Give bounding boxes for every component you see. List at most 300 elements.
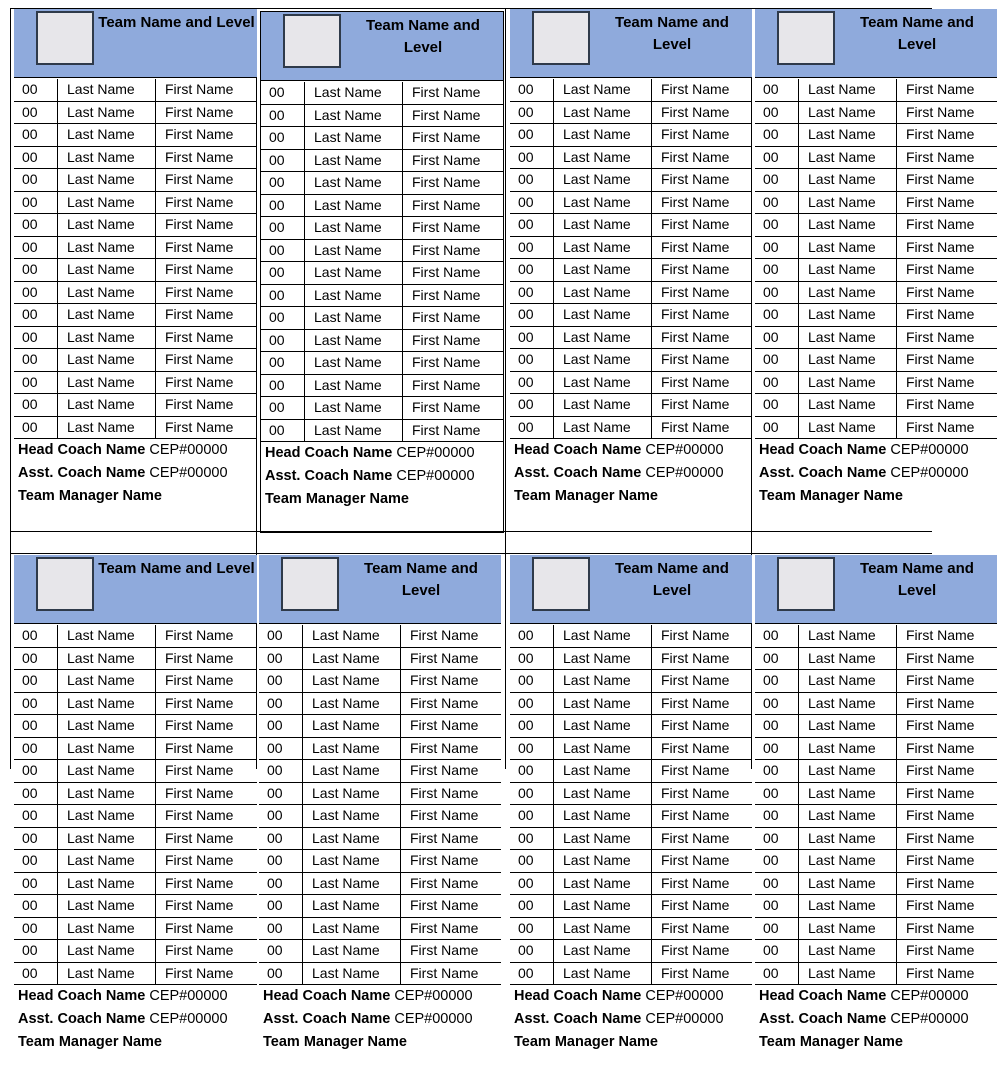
- player-last-name[interactable]: Last Name: [808, 193, 876, 210]
- player-number[interactable]: 00: [763, 649, 779, 666]
- player-number[interactable]: 00: [22, 627, 38, 643]
- player-first-name[interactable]: First Name: [661, 171, 730, 187]
- player-number[interactable]: 00: [763, 283, 779, 300]
- player-number[interactable]: 00: [518, 261, 534, 277]
- player-number[interactable]: 00: [267, 964, 283, 981]
- player-last-name[interactable]: Last Name: [563, 103, 631, 120]
- player-number[interactable]: 00: [269, 331, 285, 348]
- player-number[interactable]: 00: [269, 196, 285, 213]
- player-last-name[interactable]: Last Name: [808, 874, 876, 891]
- player-last-name[interactable]: Last Name: [808, 261, 876, 277]
- player-number[interactable]: 00: [22, 373, 38, 390]
- player-first-name[interactable]: First Name: [412, 151, 481, 168]
- player-last-name[interactable]: Last Name: [563, 829, 631, 846]
- player-number[interactable]: 00: [763, 373, 779, 390]
- player-number[interactable]: 00: [763, 694, 779, 711]
- player-number[interactable]: 00: [267, 829, 283, 846]
- player-number[interactable]: 00: [267, 919, 283, 936]
- player-first-name[interactable]: First Name: [165, 238, 234, 255]
- player-last-name[interactable]: Last Name: [67, 964, 135, 981]
- player-last-name[interactable]: Last Name: [808, 396, 876, 412]
- player-first-name[interactable]: First Name: [661, 919, 730, 936]
- player-first-name[interactable]: First Name: [165, 784, 234, 801]
- player-last-name[interactable]: Last Name: [67, 627, 135, 643]
- player-first-name[interactable]: First Name: [412, 129, 481, 145]
- player-number[interactable]: 00: [267, 762, 283, 778]
- player-first-name[interactable]: First Name: [661, 396, 730, 412]
- player-number[interactable]: 00: [518, 193, 534, 210]
- player-last-name[interactable]: Last Name: [563, 216, 631, 232]
- player-last-name[interactable]: Last Name: [67, 81, 135, 97]
- player-first-name[interactable]: First Name: [906, 649, 975, 666]
- player-first-name[interactable]: First Name: [165, 373, 234, 390]
- player-first-name[interactable]: First Name: [661, 672, 730, 688]
- player-last-name[interactable]: Last Name: [314, 241, 382, 258]
- team-logo-placeholder[interactable]: [777, 557, 835, 611]
- player-first-name[interactable]: First Name: [906, 81, 975, 97]
- player-first-name[interactable]: First Name: [661, 852, 730, 868]
- player-first-name[interactable]: First Name: [165, 694, 234, 711]
- player-number[interactable]: 00: [269, 286, 285, 303]
- player-last-name[interactable]: Last Name: [808, 717, 876, 733]
- player-last-name[interactable]: Last Name: [808, 306, 876, 322]
- player-first-name[interactable]: First Name: [410, 964, 479, 981]
- player-last-name[interactable]: Last Name: [314, 151, 382, 168]
- player-last-name[interactable]: Last Name: [563, 649, 631, 666]
- player-last-name[interactable]: Last Name: [563, 627, 631, 643]
- player-first-name[interactable]: First Name: [412, 376, 481, 393]
- player-last-name[interactable]: Last Name: [312, 897, 380, 913]
- player-last-name[interactable]: Last Name: [563, 193, 631, 210]
- player-first-name[interactable]: First Name: [165, 261, 234, 277]
- player-number[interactable]: 00: [22, 897, 38, 913]
- player-first-name[interactable]: First Name: [906, 784, 975, 801]
- player-last-name[interactable]: Last Name: [808, 807, 876, 823]
- player-number[interactable]: 00: [22, 216, 38, 232]
- player-number[interactable]: 00: [22, 126, 38, 142]
- player-last-name[interactable]: Last Name: [808, 784, 876, 801]
- player-first-name[interactable]: First Name: [661, 829, 730, 846]
- player-first-name[interactable]: First Name: [661, 762, 730, 778]
- player-first-name[interactable]: First Name: [412, 241, 481, 258]
- player-number[interactable]: 00: [518, 829, 534, 846]
- player-first-name[interactable]: First Name: [412, 354, 481, 370]
- player-first-name[interactable]: First Name: [165, 897, 234, 913]
- player-number[interactable]: 00: [763, 739, 779, 756]
- player-last-name[interactable]: Last Name: [67, 874, 135, 891]
- player-last-name[interactable]: Last Name: [808, 373, 876, 390]
- player-last-name[interactable]: Last Name: [314, 174, 382, 190]
- player-number[interactable]: 00: [763, 328, 779, 345]
- player-number[interactable]: 00: [518, 897, 534, 913]
- player-last-name[interactable]: Last Name: [314, 196, 382, 213]
- player-number[interactable]: 00: [763, 216, 779, 232]
- player-first-name[interactable]: First Name: [906, 807, 975, 823]
- player-last-name[interactable]: Last Name: [808, 762, 876, 778]
- player-number[interactable]: 00: [518, 418, 534, 435]
- player-last-name[interactable]: Last Name: [67, 942, 135, 958]
- player-number[interactable]: 00: [269, 421, 285, 438]
- player-last-name[interactable]: Last Name: [312, 919, 380, 936]
- player-last-name[interactable]: Last Name: [314, 84, 382, 100]
- player-last-name[interactable]: Last Name: [312, 852, 380, 868]
- player-last-name[interactable]: Last Name: [314, 354, 382, 370]
- player-last-name[interactable]: Last Name: [563, 126, 631, 142]
- team-logo-placeholder[interactable]: [532, 11, 590, 65]
- player-number[interactable]: 00: [763, 897, 779, 913]
- player-number[interactable]: 00: [22, 739, 38, 756]
- player-first-name[interactable]: First Name: [906, 762, 975, 778]
- player-last-name[interactable]: Last Name: [563, 694, 631, 711]
- player-first-name[interactable]: First Name: [165, 739, 234, 756]
- player-number[interactable]: 00: [518, 919, 534, 936]
- player-number[interactable]: 00: [269, 219, 285, 235]
- player-last-name[interactable]: Last Name: [808, 81, 876, 97]
- player-last-name[interactable]: Last Name: [67, 852, 135, 868]
- player-first-name[interactable]: First Name: [661, 238, 730, 255]
- player-first-name[interactable]: First Name: [661, 81, 730, 97]
- player-first-name[interactable]: First Name: [410, 919, 479, 936]
- player-first-name[interactable]: First Name: [906, 148, 975, 165]
- player-first-name[interactable]: First Name: [165, 171, 234, 187]
- player-number[interactable]: 00: [763, 238, 779, 255]
- player-first-name[interactable]: First Name: [906, 328, 975, 345]
- player-number[interactable]: 00: [22, 694, 38, 711]
- player-first-name[interactable]: First Name: [906, 717, 975, 733]
- player-last-name[interactable]: Last Name: [67, 897, 135, 913]
- player-first-name[interactable]: First Name: [165, 396, 234, 412]
- player-last-name[interactable]: Last Name: [808, 739, 876, 756]
- player-last-name[interactable]: Last Name: [67, 148, 135, 165]
- player-number[interactable]: 00: [518, 762, 534, 778]
- player-last-name[interactable]: Last Name: [312, 942, 380, 958]
- player-number[interactable]: 00: [763, 306, 779, 322]
- player-last-name[interactable]: Last Name: [563, 328, 631, 345]
- player-number[interactable]: 00: [22, 148, 38, 165]
- player-number[interactable]: 00: [763, 418, 779, 435]
- player-last-name[interactable]: Last Name: [312, 649, 380, 666]
- player-last-name[interactable]: Last Name: [808, 418, 876, 435]
- player-last-name[interactable]: Last Name: [314, 399, 382, 415]
- player-number[interactable]: 00: [763, 717, 779, 733]
- player-number[interactable]: 00: [22, 852, 38, 868]
- player-number[interactable]: 00: [269, 354, 285, 370]
- player-last-name[interactable]: Last Name: [314, 376, 382, 393]
- player-last-name[interactable]: Last Name: [563, 396, 631, 412]
- player-number[interactable]: 00: [518, 807, 534, 823]
- player-last-name[interactable]: Last Name: [563, 717, 631, 733]
- player-number[interactable]: 00: [269, 376, 285, 393]
- player-number[interactable]: 00: [763, 784, 779, 801]
- player-first-name[interactable]: First Name: [165, 351, 234, 367]
- player-number[interactable]: 00: [518, 351, 534, 367]
- player-last-name[interactable]: Last Name: [563, 148, 631, 165]
- player-number[interactable]: 00: [763, 852, 779, 868]
- player-last-name[interactable]: Last Name: [563, 261, 631, 277]
- player-first-name[interactable]: First Name: [906, 672, 975, 688]
- player-number[interactable]: 00: [269, 174, 285, 190]
- player-last-name[interactable]: Last Name: [67, 306, 135, 322]
- player-last-name[interactable]: Last Name: [312, 829, 380, 846]
- player-first-name[interactable]: First Name: [661, 418, 730, 435]
- player-last-name[interactable]: Last Name: [563, 964, 631, 981]
- player-first-name[interactable]: First Name: [906, 238, 975, 255]
- player-first-name[interactable]: First Name: [165, 328, 234, 345]
- player-first-name[interactable]: First Name: [412, 421, 481, 438]
- player-number[interactable]: 00: [763, 807, 779, 823]
- player-first-name[interactable]: First Name: [906, 418, 975, 435]
- player-number[interactable]: 00: [22, 649, 38, 666]
- player-first-name[interactable]: First Name: [661, 283, 730, 300]
- player-first-name[interactable]: First Name: [412, 331, 481, 348]
- player-first-name[interactable]: First Name: [906, 694, 975, 711]
- player-first-name[interactable]: First Name: [661, 193, 730, 210]
- player-first-name[interactable]: First Name: [412, 399, 481, 415]
- player-first-name[interactable]: First Name: [661, 964, 730, 981]
- player-first-name[interactable]: First Name: [165, 103, 234, 120]
- player-first-name[interactable]: First Name: [906, 351, 975, 367]
- player-last-name[interactable]: Last Name: [808, 627, 876, 643]
- player-number[interactable]: 00: [518, 216, 534, 232]
- player-last-name[interactable]: Last Name: [314, 421, 382, 438]
- player-last-name[interactable]: Last Name: [808, 694, 876, 711]
- player-number[interactable]: 00: [22, 762, 38, 778]
- player-first-name[interactable]: First Name: [661, 694, 730, 711]
- team-logo-placeholder[interactable]: [281, 557, 339, 611]
- player-last-name[interactable]: Last Name: [808, 283, 876, 300]
- player-number[interactable]: 00: [518, 328, 534, 345]
- player-first-name[interactable]: First Name: [906, 306, 975, 322]
- player-number[interactable]: 00: [267, 852, 283, 868]
- player-last-name[interactable]: Last Name: [67, 762, 135, 778]
- player-first-name[interactable]: First Name: [165, 306, 234, 322]
- player-number[interactable]: 00: [267, 649, 283, 666]
- player-last-name[interactable]: Last Name: [67, 171, 135, 187]
- player-number[interactable]: 00: [763, 193, 779, 210]
- player-number[interactable]: 00: [269, 399, 285, 415]
- player-number[interactable]: 00: [518, 874, 534, 891]
- player-first-name[interactable]: First Name: [906, 942, 975, 958]
- player-last-name[interactable]: Last Name: [67, 829, 135, 846]
- player-first-name[interactable]: First Name: [412, 264, 481, 280]
- player-last-name[interactable]: Last Name: [314, 286, 382, 303]
- player-last-name[interactable]: Last Name: [67, 126, 135, 142]
- player-first-name[interactable]: First Name: [410, 627, 479, 643]
- player-last-name[interactable]: Last Name: [67, 672, 135, 688]
- player-number[interactable]: 00: [22, 418, 38, 435]
- player-first-name[interactable]: First Name: [661, 261, 730, 277]
- player-number[interactable]: 00: [22, 238, 38, 255]
- player-number[interactable]: 00: [22, 328, 38, 345]
- player-first-name[interactable]: First Name: [165, 807, 234, 823]
- player-first-name[interactable]: First Name: [410, 829, 479, 846]
- player-first-name[interactable]: First Name: [410, 739, 479, 756]
- player-last-name[interactable]: Last Name: [312, 784, 380, 801]
- player-last-name[interactable]: Last Name: [67, 283, 135, 300]
- player-first-name[interactable]: First Name: [906, 261, 975, 277]
- player-number[interactable]: 00: [267, 897, 283, 913]
- player-number[interactable]: 00: [518, 784, 534, 801]
- player-last-name[interactable]: Last Name: [312, 739, 380, 756]
- player-number[interactable]: 00: [267, 784, 283, 801]
- player-last-name[interactable]: Last Name: [563, 874, 631, 891]
- team-logo-placeholder[interactable]: [36, 11, 94, 65]
- player-first-name[interactable]: First Name: [410, 649, 479, 666]
- player-first-name[interactable]: First Name: [410, 897, 479, 913]
- player-last-name[interactable]: Last Name: [563, 897, 631, 913]
- player-last-name[interactable]: Last Name: [808, 852, 876, 868]
- player-first-name[interactable]: First Name: [165, 762, 234, 778]
- player-number[interactable]: 00: [269, 129, 285, 145]
- player-number[interactable]: 00: [763, 874, 779, 891]
- player-last-name[interactable]: Last Name: [314, 129, 382, 145]
- player-number[interactable]: 00: [267, 717, 283, 733]
- player-first-name[interactable]: First Name: [412, 219, 481, 235]
- player-first-name[interactable]: First Name: [661, 103, 730, 120]
- player-number[interactable]: 00: [22, 81, 38, 97]
- player-last-name[interactable]: Last Name: [808, 238, 876, 255]
- player-first-name[interactable]: First Name: [412, 174, 481, 190]
- player-last-name[interactable]: Last Name: [563, 418, 631, 435]
- player-number[interactable]: 00: [518, 717, 534, 733]
- player-first-name[interactable]: First Name: [410, 942, 479, 958]
- player-number[interactable]: 00: [763, 126, 779, 142]
- player-number[interactable]: 00: [22, 283, 38, 300]
- player-number[interactable]: 00: [269, 309, 285, 325]
- player-last-name[interactable]: Last Name: [314, 106, 382, 123]
- player-first-name[interactable]: First Name: [410, 784, 479, 801]
- player-last-name[interactable]: Last Name: [563, 306, 631, 322]
- player-number[interactable]: 00: [518, 964, 534, 981]
- player-first-name[interactable]: First Name: [165, 852, 234, 868]
- player-first-name[interactable]: First Name: [906, 216, 975, 232]
- player-number[interactable]: 00: [518, 126, 534, 142]
- player-number[interactable]: 00: [518, 373, 534, 390]
- player-first-name[interactable]: First Name: [906, 852, 975, 868]
- player-last-name[interactable]: Last Name: [67, 418, 135, 435]
- player-first-name[interactable]: First Name: [661, 942, 730, 958]
- player-last-name[interactable]: Last Name: [808, 103, 876, 120]
- player-last-name[interactable]: Last Name: [67, 919, 135, 936]
- player-first-name[interactable]: First Name: [906, 396, 975, 412]
- player-number[interactable]: 00: [269, 106, 285, 123]
- player-first-name[interactable]: First Name: [165, 193, 234, 210]
- player-number[interactable]: 00: [22, 396, 38, 412]
- player-last-name[interactable]: Last Name: [808, 328, 876, 345]
- player-last-name[interactable]: Last Name: [563, 283, 631, 300]
- player-first-name[interactable]: First Name: [412, 286, 481, 303]
- player-number[interactable]: 00: [267, 627, 283, 643]
- player-last-name[interactable]: Last Name: [312, 874, 380, 891]
- player-last-name[interactable]: Last Name: [314, 331, 382, 348]
- player-last-name[interactable]: Last Name: [808, 351, 876, 367]
- player-first-name[interactable]: First Name: [661, 874, 730, 891]
- player-number[interactable]: 00: [763, 964, 779, 981]
- player-first-name[interactable]: First Name: [165, 627, 234, 643]
- player-number[interactable]: 00: [518, 238, 534, 255]
- player-last-name[interactable]: Last Name: [67, 717, 135, 733]
- player-first-name[interactable]: First Name: [165, 942, 234, 958]
- player-last-name[interactable]: Last Name: [312, 762, 380, 778]
- team-logo-placeholder[interactable]: [532, 557, 590, 611]
- player-last-name[interactable]: Last Name: [563, 807, 631, 823]
- player-last-name[interactable]: Last Name: [67, 784, 135, 801]
- player-first-name[interactable]: First Name: [906, 171, 975, 187]
- player-first-name[interactable]: First Name: [661, 373, 730, 390]
- player-number[interactable]: 00: [763, 396, 779, 412]
- player-last-name[interactable]: Last Name: [563, 351, 631, 367]
- player-last-name[interactable]: Last Name: [312, 807, 380, 823]
- player-first-name[interactable]: First Name: [410, 852, 479, 868]
- player-number[interactable]: 00: [22, 919, 38, 936]
- player-number[interactable]: 00: [22, 103, 38, 120]
- player-last-name[interactable]: Last Name: [67, 193, 135, 210]
- player-number[interactable]: 00: [267, 672, 283, 688]
- player-number[interactable]: 00: [763, 829, 779, 846]
- player-first-name[interactable]: First Name: [661, 216, 730, 232]
- player-last-name[interactable]: Last Name: [563, 81, 631, 97]
- player-number[interactable]: 00: [518, 171, 534, 187]
- player-last-name[interactable]: Last Name: [808, 829, 876, 846]
- player-first-name[interactable]: First Name: [661, 717, 730, 733]
- player-first-name[interactable]: First Name: [165, 874, 234, 891]
- player-number[interactable]: 00: [518, 672, 534, 688]
- team-logo-placeholder[interactable]: [36, 557, 94, 611]
- player-first-name[interactable]: First Name: [165, 81, 234, 97]
- player-first-name[interactable]: First Name: [410, 807, 479, 823]
- player-last-name[interactable]: Last Name: [67, 238, 135, 255]
- player-last-name[interactable]: Last Name: [67, 261, 135, 277]
- player-last-name[interactable]: Last Name: [808, 964, 876, 981]
- player-first-name[interactable]: First Name: [410, 672, 479, 688]
- player-number[interactable]: 00: [763, 351, 779, 367]
- player-number[interactable]: 00: [22, 351, 38, 367]
- player-number[interactable]: 00: [22, 261, 38, 277]
- player-first-name[interactable]: First Name: [906, 283, 975, 300]
- player-first-name[interactable]: First Name: [661, 306, 730, 322]
- player-number[interactable]: 00: [267, 739, 283, 756]
- player-first-name[interactable]: First Name: [165, 126, 234, 142]
- player-first-name[interactable]: First Name: [165, 283, 234, 300]
- team-logo-placeholder[interactable]: [283, 14, 341, 68]
- player-last-name[interactable]: Last Name: [808, 216, 876, 232]
- player-number[interactable]: 00: [518, 103, 534, 120]
- player-number[interactable]: 00: [763, 919, 779, 936]
- player-first-name[interactable]: First Name: [165, 829, 234, 846]
- player-last-name[interactable]: Last Name: [67, 351, 135, 367]
- player-first-name[interactable]: First Name: [906, 103, 975, 120]
- player-number[interactable]: 00: [518, 396, 534, 412]
- player-number[interactable]: 00: [269, 264, 285, 280]
- player-number[interactable]: 00: [763, 261, 779, 277]
- player-first-name[interactable]: First Name: [410, 874, 479, 891]
- player-first-name[interactable]: First Name: [661, 649, 730, 666]
- player-first-name[interactable]: First Name: [906, 193, 975, 210]
- player-number[interactable]: 00: [763, 762, 779, 778]
- player-last-name[interactable]: Last Name: [67, 373, 135, 390]
- player-last-name[interactable]: Last Name: [312, 627, 380, 643]
- player-number[interactable]: 00: [518, 148, 534, 165]
- player-first-name[interactable]: First Name: [661, 627, 730, 643]
- player-first-name[interactable]: First Name: [165, 717, 234, 733]
- player-last-name[interactable]: Last Name: [67, 216, 135, 232]
- player-first-name[interactable]: First Name: [412, 309, 481, 325]
- player-last-name[interactable]: Last Name: [314, 219, 382, 235]
- player-number[interactable]: 00: [22, 964, 38, 981]
- player-number[interactable]: 00: [518, 627, 534, 643]
- player-last-name[interactable]: Last Name: [563, 942, 631, 958]
- player-first-name[interactable]: First Name: [412, 84, 481, 100]
